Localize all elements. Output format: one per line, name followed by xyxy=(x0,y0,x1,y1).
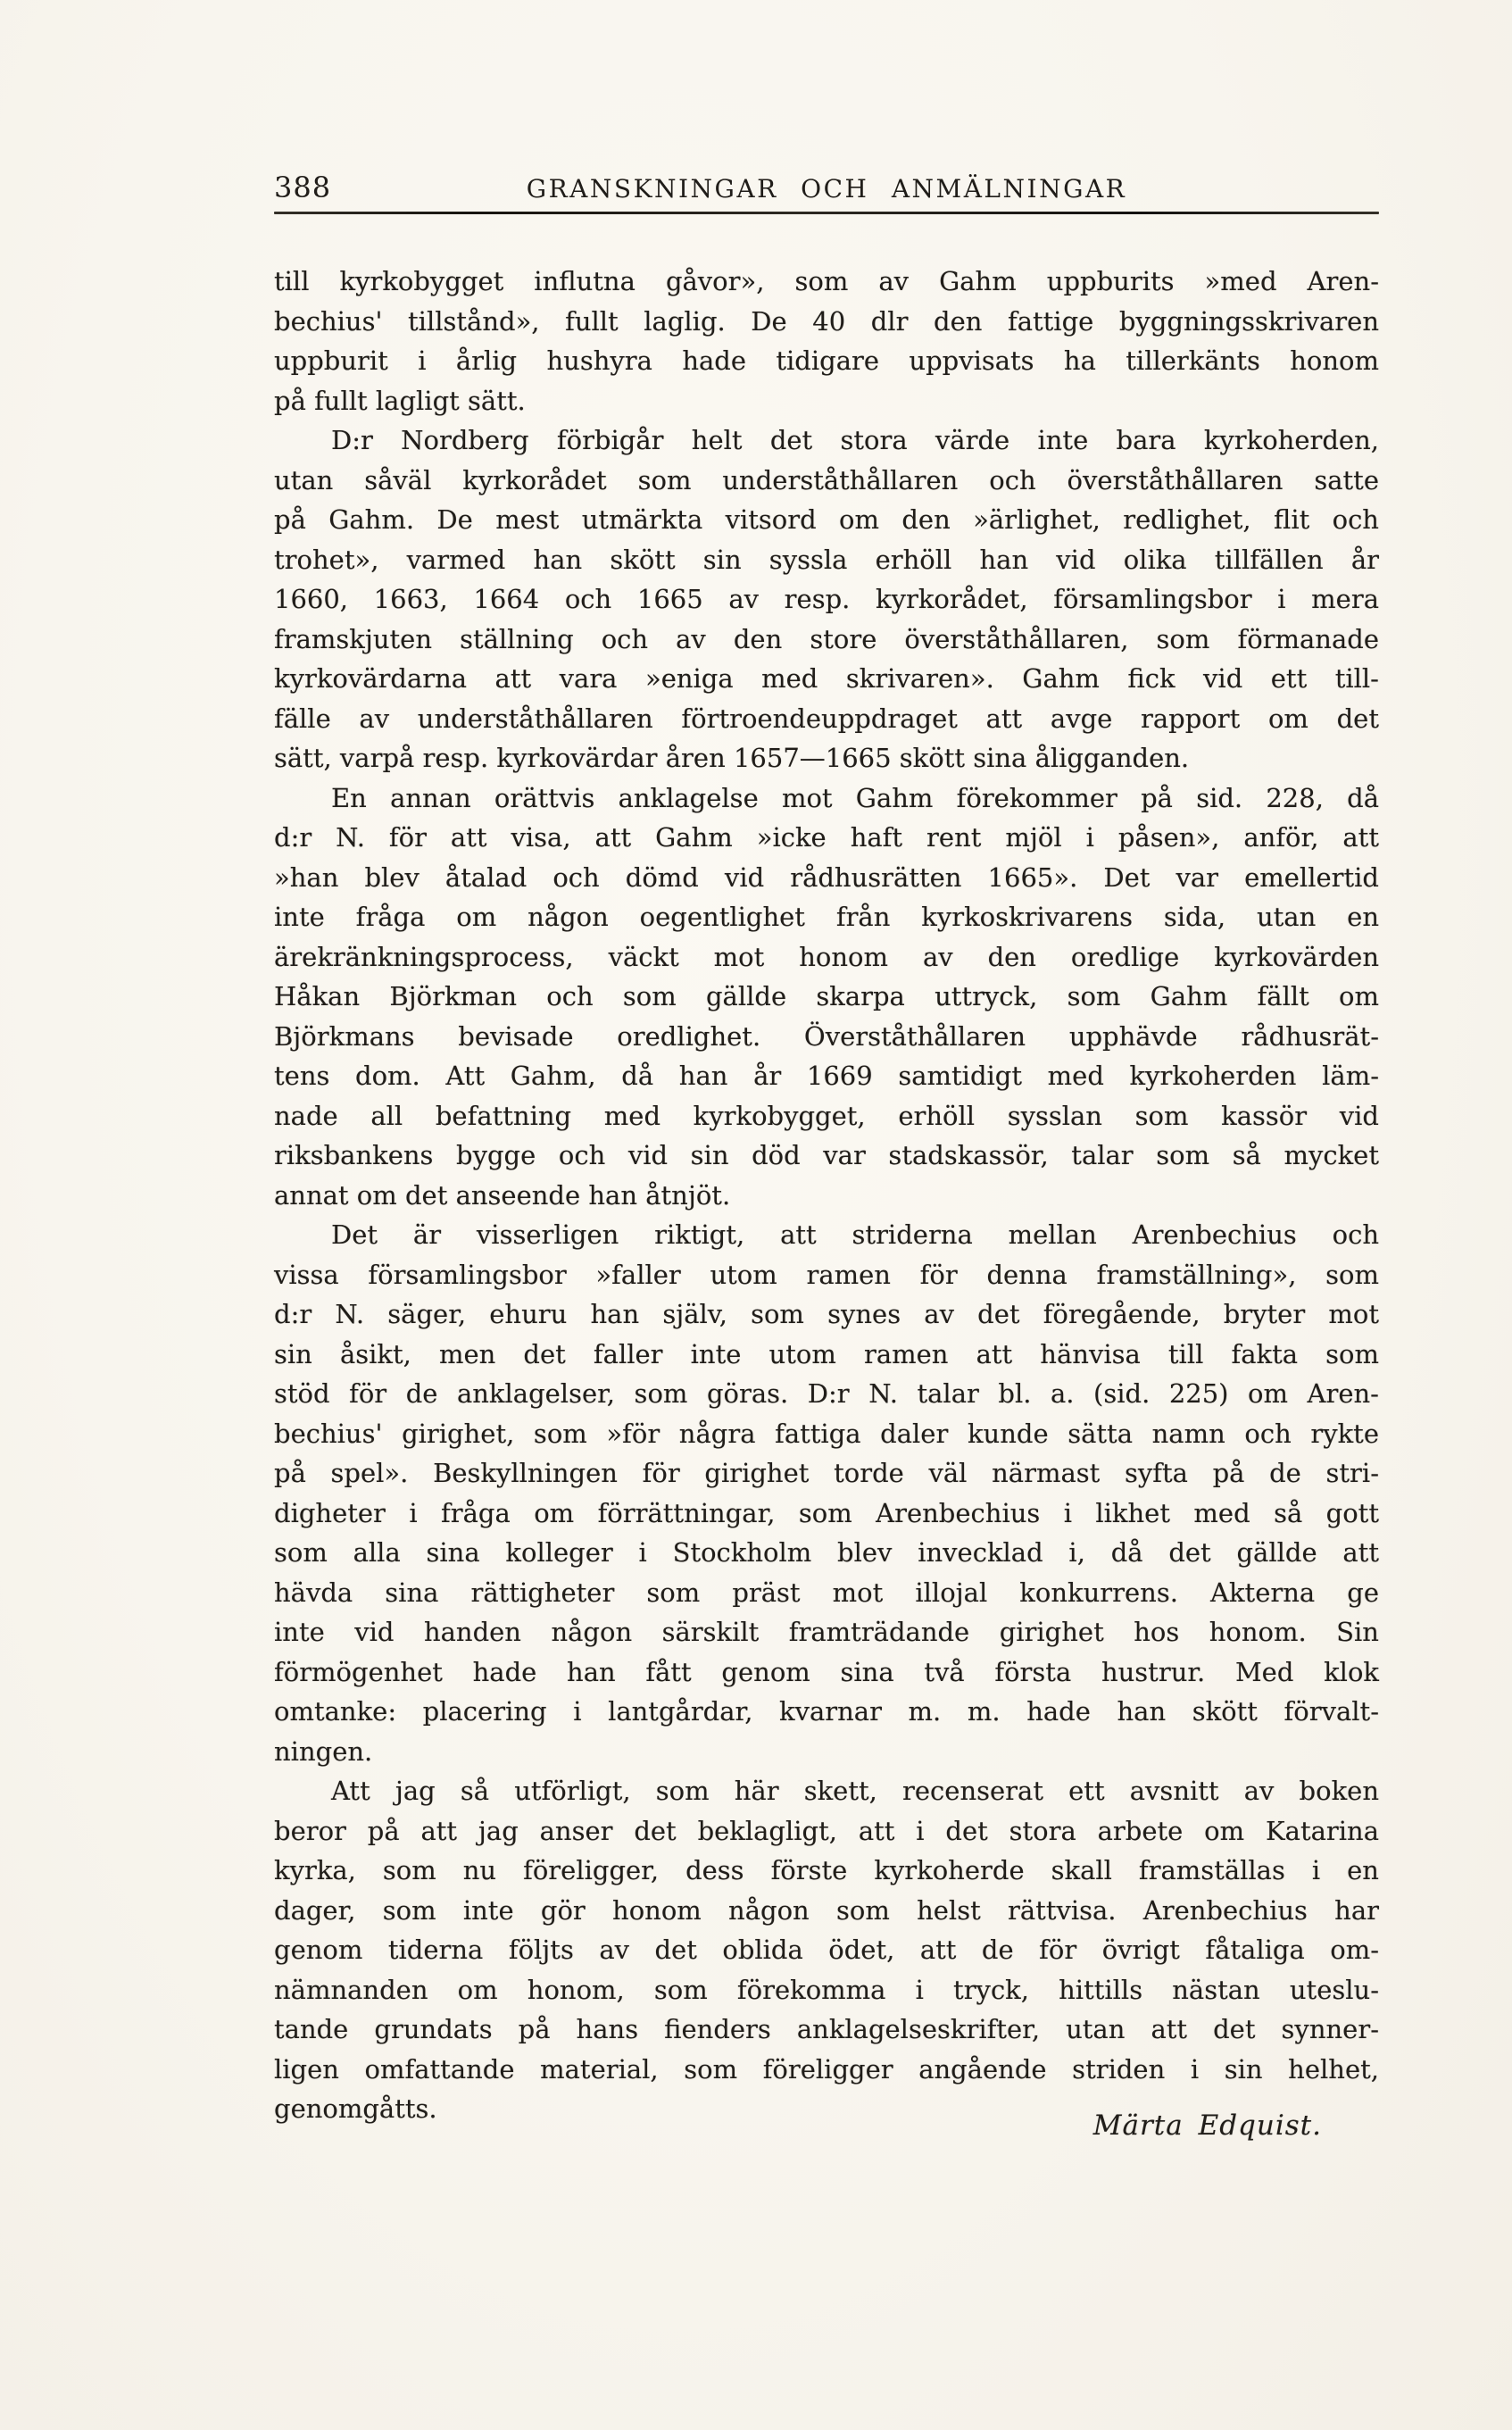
paragraph xyxy=(274,778,1379,1216)
text-line: genomgåtts. xyxy=(274,2093,437,2124)
text-line: omtanke: placering i lantgårdar, kvarnar m. m. hade han skött förvalt- xyxy=(274,1696,1379,1727)
text-line: D:r Nordberg förbigår helt det stora värde inte bara kyrkoherden, xyxy=(331,425,1379,455)
page-number: 388 xyxy=(274,171,332,204)
text-line: genom tiderna följts av det oblida ödet, att de för övrigt fåtaliga om- xyxy=(274,1935,1379,1965)
text-line: sätt, varpå resp. kyrkovärdar åren 1657—1665 skött sina åligganden. xyxy=(274,743,1190,773)
text-line: vissa församlingsbor »faller utom ramen för denna framställning», som xyxy=(274,1259,1379,1290)
text-line: uppburit i årlig hushyra hade tidigare uppvisats ha tillerkänts honom xyxy=(274,345,1379,376)
text-line: »han blev åtalad och dömd vid rådhusrätten 1665». Det var emellertid xyxy=(274,861,1379,893)
text-line: sin åsikt, men det faller inte utom ramen att hänvisa till fakta som xyxy=(274,1338,1379,1369)
text-line: framskjuten ställning och av den store överståthållaren, som förmanade xyxy=(274,623,1379,654)
text-line: digheter i fråga om förrättningar, som Arenbechius i likhet med så gott xyxy=(274,1497,1379,1528)
signature: Märta Edquist. xyxy=(1092,2109,1322,2142)
text-line: ärekränkningsprocess, väckt mot honom av den oredlige kyrkovärden xyxy=(274,941,1379,972)
text-line: beror på att jag anser det beklagligt, att i det stora arbete om Katarina xyxy=(274,1815,1379,1846)
text-line: dager, som inte gör honom någon som helst rättvisa. Arenbechius har xyxy=(274,1894,1379,1926)
text-line: inte fråga om någon oegentlighet från kyrkoskrivarens sida, utan en xyxy=(274,902,1379,932)
page-header xyxy=(274,171,1379,207)
text-line: ningen. xyxy=(274,1735,373,1767)
text-line: förmögenhet hade han fått genom sina två första hustrur. Med klok xyxy=(274,1656,1379,1687)
header-rule xyxy=(274,212,1379,214)
text-line: tens dom. Att Gahm, då han år 1669 samtidigt med kyrkoherden läm- xyxy=(274,1061,1379,1091)
text-line: utan såväl kyrkorådet som underståthållaren och överståthållaren satte xyxy=(274,464,1379,495)
text-line: som alla sina kolleger i Stockholm blev invecklad i, då det gällde att xyxy=(274,1537,1379,1568)
text-line: nade all befattning med kyrkobygget, erhöll sysslan som kassör vid xyxy=(274,1100,1379,1131)
text-line: trohet», varmed han skött sin syssla erhöll han vid olika tillfällen år xyxy=(274,544,1379,575)
text-line: Att jag så utförligt, som här skett, recenserat ett avsnitt av boken xyxy=(331,1776,1379,1806)
page-body xyxy=(274,262,1379,2145)
paragraph xyxy=(274,420,1379,778)
paragraph xyxy=(274,1215,1379,1771)
text-line: på fullt lagligt sätt. xyxy=(274,385,526,416)
text-line: Björkmans bevisade oredlighet. Överståthållaren upphävde rådhusrät- xyxy=(274,1020,1379,1052)
text-line: på Gahm. De mest utmärkta vitsord om den »ärlighet, redlighet, flit och xyxy=(274,504,1379,535)
text-line: bechius' tillstånd», fullt laglig. De 40 dlr den fattige byggningsskrivaren xyxy=(274,305,1379,337)
text-line: d:r N. för att visa, att Gahm »icke haft rent mjöl i påsen», anför, att xyxy=(274,822,1379,853)
text-line: ligen omfattande material, som föreligger angående striden i sin helhet, xyxy=(274,2053,1379,2085)
text-line: Det är visserligen riktigt, att striderna mellan Arenbechius och xyxy=(331,1219,1379,1250)
text-line: bechius' girighet, som »för några fattiga daler kunde sätta namn och rykte xyxy=(274,1418,1379,1449)
paragraphs-container xyxy=(274,262,1379,2129)
running-title: GRANSKNINGAR OCH ANMÄLNINGAR xyxy=(526,174,1127,204)
paragraph xyxy=(274,262,1379,420)
text-line: En annan orättvis anklagelse mot Gahm förekommer på sid. 228, då xyxy=(331,782,1379,813)
text-line: kyrka, som nu föreligger, dess förste kyrkoherde skall framställas i en xyxy=(274,1855,1379,1885)
text-line: nämnanden om honom, som förekomma i tryck, hittills nästan uteslu- xyxy=(274,1974,1379,2005)
text-line: stöd för de anklagelser, som göras. D:r N. talar bl. a. (sid. 225) om Aren- xyxy=(274,1378,1379,1409)
text-line: d:r N. säger, ehuru han själv, som synes av det föregående, bryter mot xyxy=(274,1299,1379,1329)
text-line: 1660, 1663, 1664 och 1665 av resp. kyrkorådet, församlingsbor i mera xyxy=(274,584,1379,614)
text-line: kyrkovärdarna att vara »eniga med skrivaren». Gahm fick vid ett till- xyxy=(274,663,1379,694)
text-line: annat om det anseende han åtnjöt. xyxy=(274,1179,731,1211)
text-line: riksbankens bygge och vid sin död var stadskassör, talar som så mycket xyxy=(274,1140,1379,1170)
text-line: till kyrkobygget influtna gåvor», som av Gahm uppburits »med Aren- xyxy=(274,266,1379,296)
text-line: på spel». Beskyllningen för girighet torde väl närmast syfta på de stri- xyxy=(274,1458,1379,1488)
paragraph xyxy=(274,1771,1379,2129)
text-line: inte vid handen någon särskilt framträdande girighet hos honom. Sin xyxy=(274,1617,1379,1647)
text-line: Håkan Björkman och som gällde skarpa uttryck, som Gahm fällt om xyxy=(274,981,1379,1011)
text-line: tande grundats på hans fienders anklagelseskrifter, utan att det synner- xyxy=(274,2014,1379,2044)
text-line: hävda sina rättigheter som präst mot illojal konkurrens. Akterna ge xyxy=(274,1577,1379,1608)
text-line: fälle av underståthållaren förtroendeuppdraget att avge rapport om det xyxy=(274,703,1379,734)
